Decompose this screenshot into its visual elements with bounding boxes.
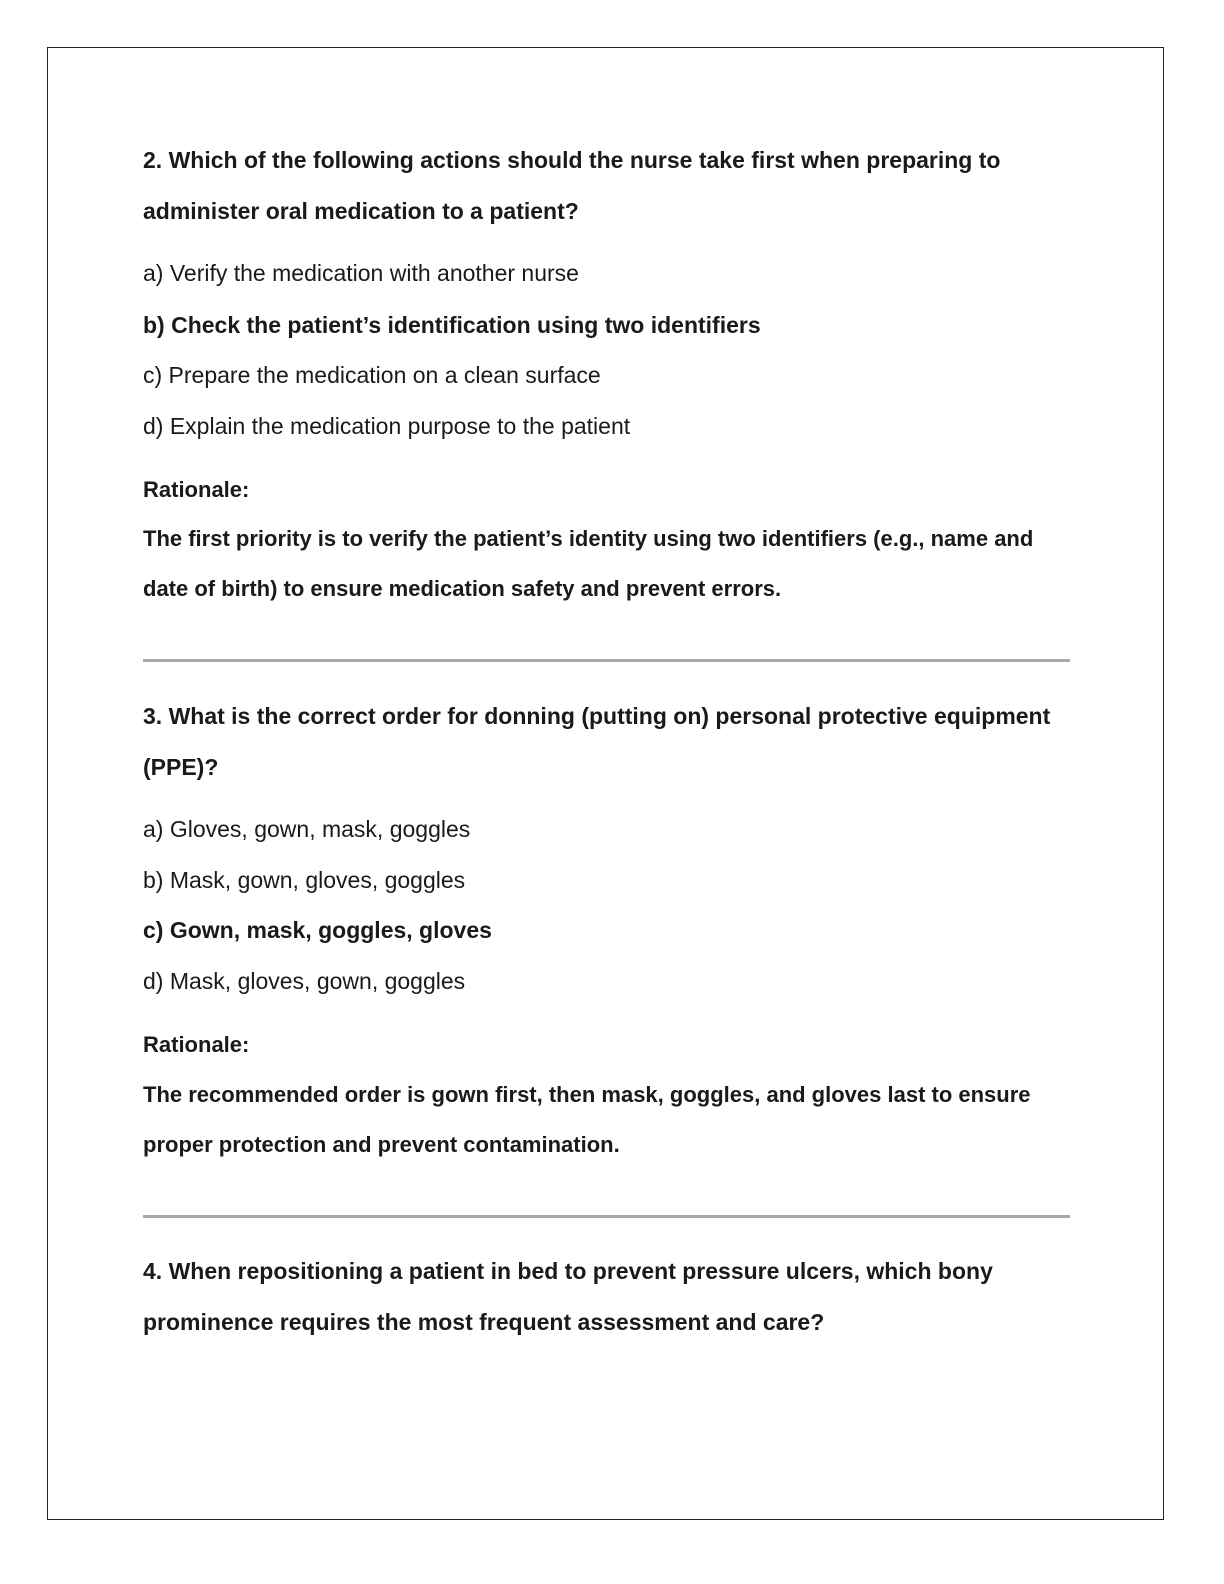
question-2-option-b: b) Check the patient’s identification using two identifiers bbox=[143, 312, 761, 338]
question-2-option-a: a) Verify the medication with another nurse bbox=[143, 260, 579, 286]
divider bbox=[143, 1215, 1070, 1218]
divider bbox=[143, 659, 1070, 662]
question-3-option-a: a) Gloves, gown, mask, goggles bbox=[143, 816, 471, 842]
question-4-title: 4. When repositioning a patient in bed to prevent pressure ulcers, which bony prominence requires the most frequent assessment and care? bbox=[143, 1258, 993, 1335]
question-3-option-b: b) Mask, gown, gloves, goggles bbox=[143, 867, 466, 893]
question-3-option-c: c) Gown, mask, goggles, gloves bbox=[143, 917, 492, 943]
question-3-option-d: d) Mask, gloves, gown, goggles bbox=[143, 968, 466, 994]
question-2-rationale: The first priority is to verify the patient’s identity using two identifiers (e.g., name and date of birth) to ensure medication safety and prevent errors. bbox=[143, 526, 1034, 601]
question-3-title: 3. What is the correct order for donning (putting on) personal protective equipment (PPE)? bbox=[143, 703, 1051, 780]
question-2-rationale-label: Rationale: bbox=[143, 477, 250, 502]
question-2-option-c: c) Prepare the medication on a clean surface bbox=[143, 362, 601, 388]
question-3-rationale: The recommended order is gown first, then mask, goggles, and gloves last to ensure proper protection and prevent contamination. bbox=[143, 1082, 1031, 1157]
question-2-title: 2. Which of the following actions should the nurse take first when preparing to administer oral medication to a patient? bbox=[143, 147, 1001, 224]
question-3-rationale-label: Rationale: bbox=[143, 1032, 250, 1057]
question-2-option-d: d) Explain the medication purpose to the patient bbox=[143, 413, 631, 439]
